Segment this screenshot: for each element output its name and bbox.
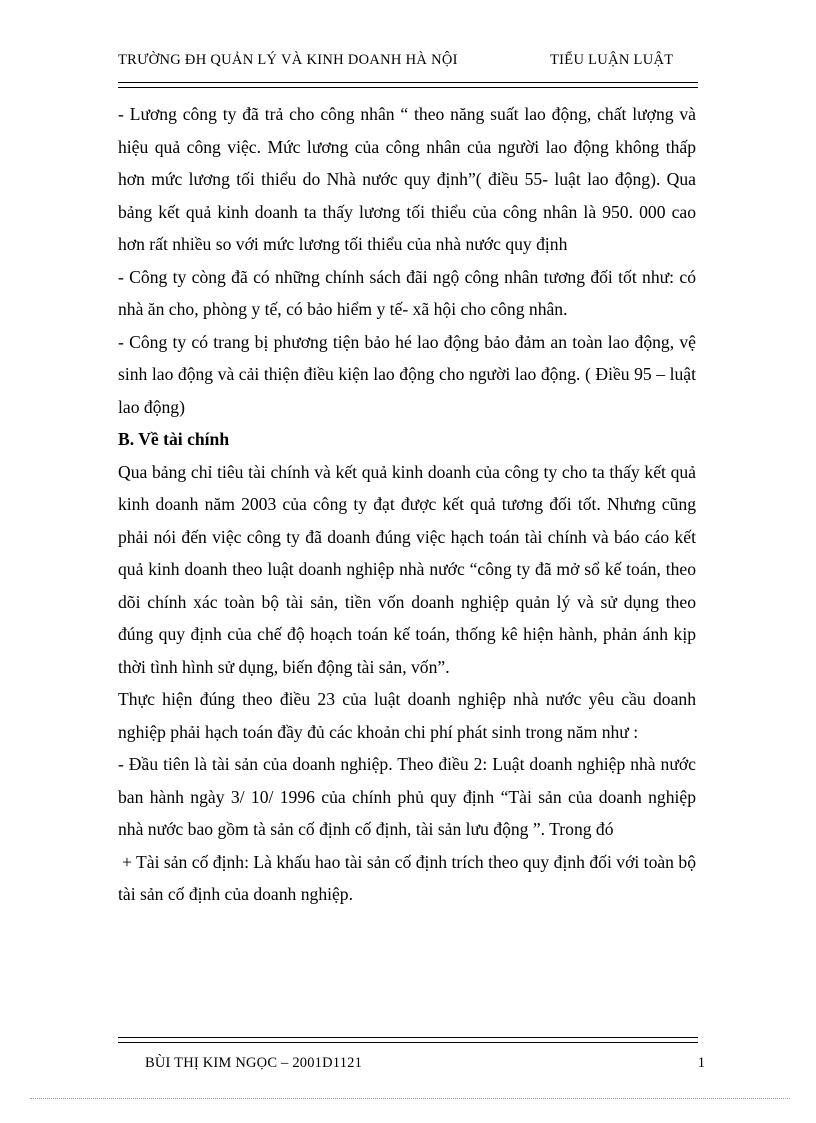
header-subject: TIỂU LUẬN LUẬT: [550, 52, 674, 68]
footer-author: BÙI THỊ KIM NGỌC – 2001D1121: [145, 1055, 363, 1071]
header-school-name: TRƯỜNG ĐH QUẢN LÝ VÀ KINH DOANH HÀ NỘI: [118, 52, 458, 68]
section-heading-finance: B. Về tài chính: [118, 429, 230, 449]
paragraph-article-23: Thực hiện đúng theo điều 23 của luật doanh nghiệp nhà nước yêu cầu doanh nghiệp phải hạch toán đầy đủ các khoản chi phí phát sinh trong năm như :: [118, 689, 696, 742]
page-bottom-divider: [30, 1098, 790, 1099]
paragraph-assets: - Đầu tiên là tài sản của doanh nghiệp. Theo điều 2: Luật doanh nghiệp nhà nước ban hành ngày 3/ 10/ 1996 của chính phủ quy định “Tài sản của doanh nghiệp nhà nước bao gồm tà sản cố định cố định, tài sản lưu động ”. Trong đó: [118, 754, 696, 839]
page-number: 1: [697, 1055, 705, 1071]
footer-rule: [118, 1037, 698, 1043]
page-header: [118, 52, 698, 72]
paragraph-safety: - Công ty có trang bị phương tiện bảo hé lao động bảo đảm an toàn lao động, vệ sinh lao động và cải thiện điều kiện lao động cho người lao động. ( Điều 95 – luật lao động): [118, 331, 696, 417]
header-rule: [118, 82, 698, 88]
paragraph-benefits: - Công ty còng đã có những chính sách đãi ngộ công nhân tương đối tốt như: có nhà ăn cho, phòng y tế, có bảo hiểm y tế- xã hội cho công nhân.: [118, 266, 696, 319]
document-body: [118, 98, 696, 911]
paragraph-fixed-assets: + Tài sản cố định: Là khấu hao tài sản cố định trích theo quy định đối với toàn bộ tài sản cố định của doanh nghiệp.: [118, 851, 696, 904]
paragraph-finance-summary: Qua bảng chỉ tiêu tài chính và kết quả kinh doanh của công ty cho ta thấy kết quả kinh doanh năm 2003 của công ty đạt được kết quả tương đối tốt. Nhưng cũng phải nói đến việc công ty đã doanh đúng việc hạch toán tài chính và báo cáo kết quả kinh doanh theo luật doanh nghiệp nhà nước “công ty đã mở sổ kế toán, theo dõi chính xác toàn bộ tài sản, tiền vốn doanh nghiệp quản lý và sử dụng theo đúng quy định của chế độ hoạch toán kế toán, thống kê hiện hành, phản ánh kịp thời tình hình sử dụng, biến động tài sản, vốn”.: [118, 461, 696, 677]
paragraph-wage: - Lương công ty đã trả cho công nhân “ theo năng suất lao động, chất lượng và hiệu quả công việc. Mức lương của công nhân của người lao động không thấp hơn mức lương tối thiểu do Nhà nước quy định”( điều 55- luật lao động). Qua bảng kết quả kinh doanh ta thấy lương tối thiểu của công nhân là 950. 000 cao hơn rất nhiều so với mức lương tối thiểu của nhà nước quy định: [118, 104, 696, 254]
